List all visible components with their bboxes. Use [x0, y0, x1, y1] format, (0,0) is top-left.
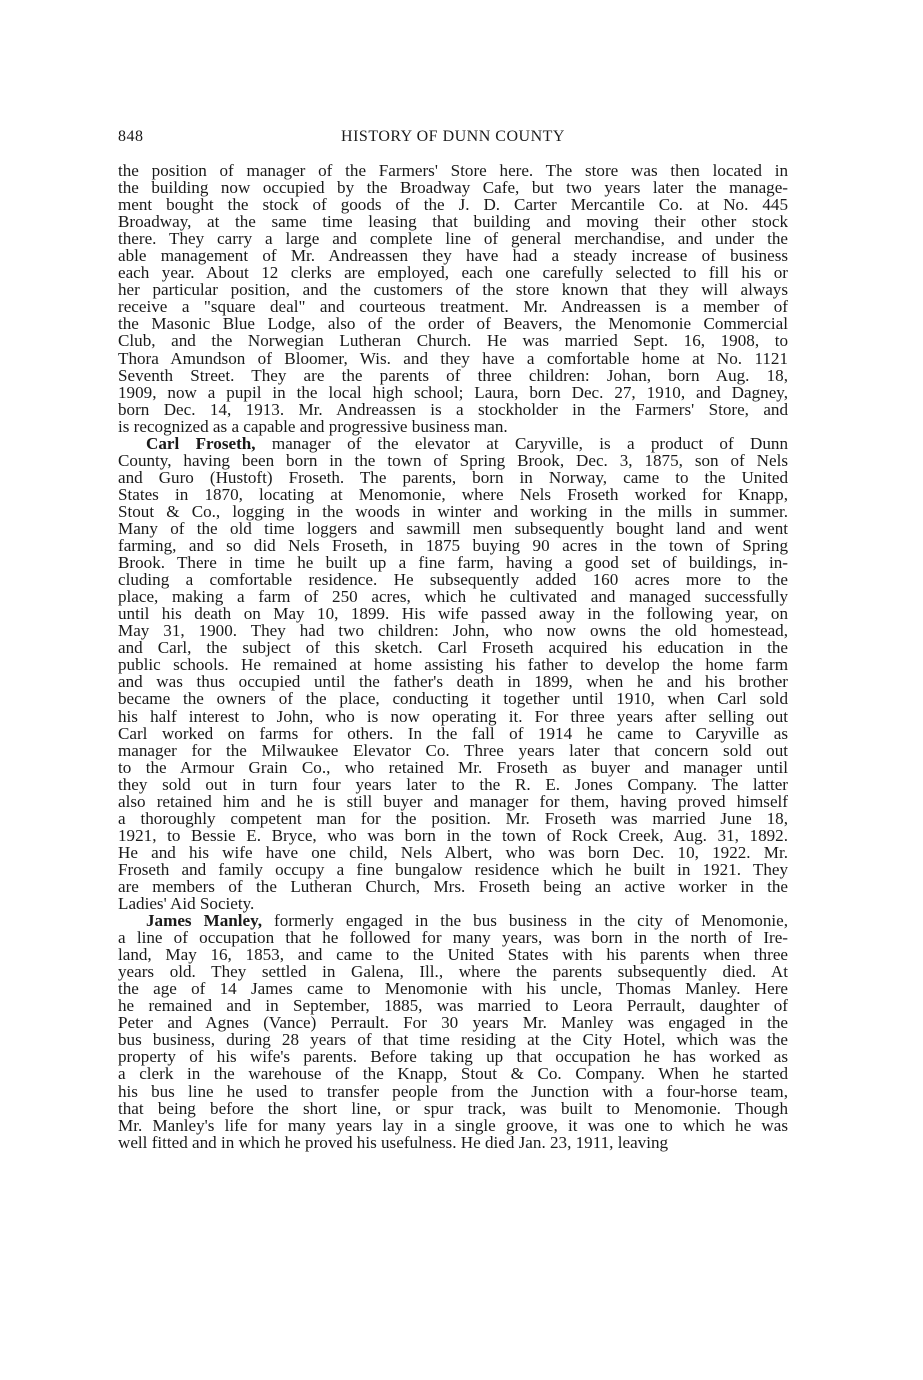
text-line: to the Armour Grain Co., who retained Mr. Froseth as buyer and manager until [118, 757, 788, 777]
text-line: there. They carry a large and complete line of general merchandise, and under the [118, 229, 788, 249]
text-line: the building now occupied by the Broadway Cafe, but two years later the manage- [118, 178, 788, 198]
text-line: the Masonic Blue Lodge, also of the order of Beavers, the Menomonie Commercial [118, 314, 788, 334]
body-text [118, 162, 788, 1151]
text-line: Stout & Co., logging in the woods in winter and working in the mills in summer. [118, 501, 788, 521]
text-line: his half interest to John, who is now operating it. For three years after selling out [118, 706, 788, 726]
text-line: the age of 14 James came to Menomonie with his uncle, Thomas Manley. Here [118, 979, 788, 999]
running-title: HISTORY OF DUNN COUNTY [341, 128, 565, 145]
text-line: well fitted and in which he proved his usefulness. He died Jan. 23, 1911, leaving [118, 1132, 669, 1152]
text-line: Carl worked on farms for others. In the fall of 1914 he came to Caryville as [118, 723, 788, 743]
text-line: and Guro (Hustoft) Froseth. The parents, born in Norway, came to the United [118, 467, 788, 487]
text-line: property of his wife's parents. Before taking up that occupation he has worked as [118, 1047, 788, 1067]
text-line: Seventh Street. They are the parents of three children: Johan, born Aug. 18, [118, 365, 788, 385]
text-line: He and his wife have one child, Nels Albert, who was born Dec. 10, 1922. Mr. [118, 842, 788, 862]
text-line: years old. They settled in Galena, Ill., where the parents subsequently died. At [118, 962, 788, 982]
text-line: bus business, during 28 years of that time residing at the City Hotel, which was the [118, 1030, 788, 1050]
paragraph [118, 912, 788, 1151]
text-line: that being before the short line, or spur track, was built to Menomonie. Though [118, 1098, 788, 1118]
text-line: Club, and the Norwegian Lutheran Church. He was married Sept. 16, 1908, to [118, 331, 788, 351]
text-line: until his death on May 10, 1899. His wife passed away in the following year, on [118, 604, 788, 624]
text-line: and Carl, the subject of this sketch. Carl Froseth acquired his education in the [118, 638, 788, 658]
text-line: Carl Froseth, manager of the elevator at Caryville, is a product of Dunn [146, 433, 789, 453]
text-line: ment bought the stock of goods of the J. D. Carter Mercantile Co. at No. 445 [118, 195, 788, 215]
text-line: Many of the old time loggers and sawmill men subsequently bought land and went [118, 518, 788, 538]
text-line: a line of occupation that he followed for many years, was born in the north of Ire- [118, 928, 788, 948]
person-name: Carl Froseth, [146, 433, 256, 453]
text-line: the position of manager of the Farmers' Store here. The store was then located in [118, 161, 788, 180]
text-line: her particular position, and the customers of the store known that they will always [118, 280, 788, 300]
page-number: 848 [118, 128, 144, 145]
text-line: public schools. He remained at home assisting his father to develop the home farm [118, 655, 788, 675]
text-line: Thora Amundson of Bloomer, Wis. and they have a comfortable home at No. 1121 [118, 348, 788, 368]
text-line: he remained and in September, 1885, was married to Leora Perrault, daughter of [118, 996, 788, 1016]
page-header [118, 128, 788, 148]
text-line: his bus line he used to transfer people from the Junction with a four-horse team, [118, 1081, 788, 1101]
text-line: born Dec. 14, 1913. Mr. Andreassen is a stockholder in the Farmers' Store, and [118, 399, 788, 419]
text-line: Ladies' Aid Society. [118, 894, 255, 914]
text-line: farming, and so did Nels Froseth, in 1875 buying 90 acres in the town of Spring [118, 536, 788, 556]
text-line: each year. About 12 clerks are employed, each one carefully selected to fill his or [118, 263, 788, 283]
text-line: they sold out in turn four years later to the R. E. Jones Company. The latter [118, 774, 788, 794]
text-line: are members of the Lutheran Church, Mrs. Froseth being an active worker in the [118, 876, 788, 896]
text-line: Peter and Agnes (Vance) Perrault. For 30 years Mr. Manley was engaged in the [118, 1013, 788, 1033]
text-line: became the owners of the place, conducting it together until 1910, when Carl sold [118, 689, 788, 709]
text-line: manager for the Milwaukee Elevator Co. Three years later that concern sold out [118, 740, 788, 760]
text-line: is recognized as a capable and progressive business man. [118, 416, 508, 436]
text-line: 1921, to Bessie E. Bryce, who was born in the town of Rock Creek, Aug. 31, 1892. [118, 825, 788, 845]
text-line: receive a "square deal" and courteous treatment. Mr. Andreassen is a member of [118, 297, 788, 317]
text-line: County, having been born in the town of Spring Brook, Dec. 3, 1875, son of Nels [118, 450, 788, 470]
text-line: a thoroughly competent man for the position. Mr. Froseth was married June 18, [118, 808, 788, 828]
text-line: May 31, 1900. They had two children: John, who now owns the old homestead, [118, 621, 788, 641]
text-line: Broadway, at the same time leasing that building and moving their other stock [118, 212, 788, 232]
text-line: Froseth and family occupy a fine bungalow residence which he built in 1921. They [118, 859, 788, 879]
text-line: also retained him and he is still buyer and manager for them, having proved himself [118, 791, 788, 811]
text-line: James Manley, formerly engaged in the bus business in the city of Menomonie, [146, 911, 788, 931]
text-line: a clerk in the warehouse of the Knapp, Stout & Co. Company. When he started [118, 1064, 788, 1084]
text-line: and was thus occupied until the father's death in 1899, when he and his brother [118, 672, 788, 692]
text-line: cluding a comfortable residence. He subsequently added 160 acres more to the [118, 570, 788, 590]
text-line: Mr. Manley's life for many years lay in a single groove, it was one to which he was [118, 1115, 788, 1135]
text-line: able management of Mr. Andreassen they have had a steady increase of business [118, 246, 788, 266]
text-line: Brook. There in time he built up a fine farm, having a good set of buildings, in- [118, 553, 788, 573]
person-name: James Manley, [146, 911, 263, 931]
text-line: 1909, now a pupil in the local high school; Laura, born Dec. 27, 1910, and Dagney, [118, 382, 788, 402]
text-line: States in 1870, locating at Menomonie, where Nels Froseth worked for Knapp, [118, 484, 788, 504]
paragraph [118, 435, 788, 912]
paragraph [118, 162, 788, 435]
text-line: place, making a farm of 250 acres, which he cultivated and managed successfully [118, 587, 788, 607]
text-line: land, May 16, 1853, and came to the United States with his parents when three [118, 945, 788, 965]
